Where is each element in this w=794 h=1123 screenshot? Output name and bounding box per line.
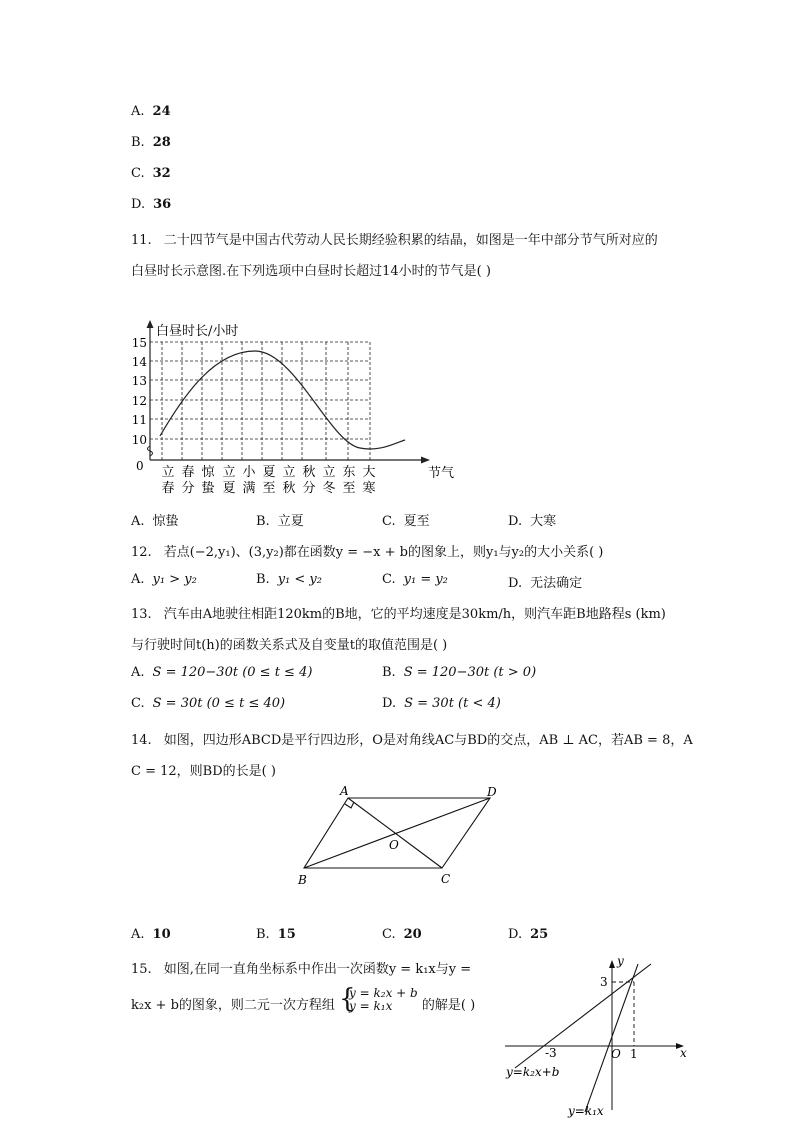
option-label: C. — [382, 927, 396, 942]
tick-label-1: 1 — [630, 1047, 638, 1061]
q10-option-d[interactable] — [131, 197, 171, 212]
origin-label: O — [611, 1047, 621, 1061]
term-bottom: 分 — [302, 481, 316, 496]
q13-option-d[interactable] — [382, 696, 501, 711]
question-text: 若点(−2,y₁)、(3,y₂)都在函数y = −x + b的图象上，则y₁与y₂的大小关系( ) — [163, 545, 604, 560]
option-label: A. — [131, 665, 145, 680]
q12-option-c[interactable] — [382, 572, 448, 587]
tick-label-3: 3 — [600, 975, 608, 989]
term-top: 夏 — [262, 465, 276, 480]
question-number: 11. — [131, 233, 152, 248]
term-bottom: 满 — [242, 481, 256, 496]
option-label: C. — [131, 696, 145, 711]
option-label: A. — [131, 927, 145, 942]
term-top: 秋 — [302, 465, 316, 480]
question-number: 14. — [131, 733, 152, 748]
question-text: 如图,在同一直角坐标系中作出一次函数y = k₁x与y = — [163, 962, 472, 977]
y-tick-label: 12 — [131, 394, 147, 408]
option-text: 28 — [152, 135, 171, 150]
option-text: 20 — [403, 927, 422, 942]
q14-parallelogram-figure — [290, 782, 510, 892]
diagonal-ac — [348, 798, 442, 868]
q11-option-d[interactable] — [508, 510, 556, 529]
option-text: S = 30t (t < 4) — [404, 696, 501, 711]
x-axis-label: x — [680, 1046, 687, 1060]
option-text: 10 — [152, 927, 171, 942]
term-top: 春 — [181, 465, 195, 480]
q13-stem-line2: 与行驶时间t(h)的函数关系式及自变量t的取值范围是( ) — [131, 638, 448, 653]
equation-system — [339, 983, 418, 1014]
term-bottom: 夏 — [222, 481, 236, 496]
option-label: C. — [131, 166, 145, 181]
option-text: 25 — [530, 927, 549, 942]
term-bottom: 至 — [262, 481, 276, 496]
term-top: 立 — [282, 465, 296, 480]
option-label: D. — [382, 696, 397, 711]
term-top: 立 — [222, 465, 236, 480]
option-text: y₁ > y₂ — [152, 572, 197, 587]
option-text: y₁ = y₂ — [403, 572, 448, 587]
q10-option-a[interactable] — [131, 104, 171, 119]
option-text: 24 — [152, 104, 171, 119]
option-text: 大寒 — [530, 514, 557, 529]
term-top: 惊 — [201, 465, 215, 480]
term-top: 东 — [342, 465, 356, 480]
question-number: 15. — [131, 962, 152, 977]
term-top: 大 — [362, 465, 376, 480]
question-text: 二十四节气是中国古代劳动人民长期经验积累的结晶，如图是一年中部分节气所对应的 — [163, 233, 658, 248]
system-brace: { — [339, 983, 356, 1014]
q15-stem-line2 — [131, 983, 476, 1014]
q14-stem-line2: C = 12，则BD的长是( ) — [131, 764, 276, 779]
option-label: A. — [131, 572, 145, 587]
origin-label: 0 — [136, 459, 144, 473]
option-text: y₁ < y₂ — [277, 572, 322, 587]
term-top: 立 — [161, 465, 175, 480]
y-tick-label: 11 — [131, 413, 147, 427]
option-text: 惊蛰 — [152, 514, 179, 529]
q13-option-a[interactable] — [131, 665, 312, 680]
q11-option-c[interactable] — [382, 510, 430, 529]
y-tick-labels — [132, 336, 148, 447]
tick-label-neg3: -3 — [545, 1046, 557, 1060]
y-axis-label: y — [617, 954, 624, 968]
vertex-d-label: D — [487, 785, 497, 799]
q11-stem-line2: 白昼时长示意图.在下列选项中白昼时长超过14小时的节气是( ) — [131, 264, 491, 279]
y-tick-label: 15 — [131, 336, 147, 350]
term-bottom: 寒 — [362, 481, 376, 496]
option-text: 15 — [277, 927, 296, 942]
q12-option-a[interactable] — [131, 572, 197, 587]
q11-option-a[interactable] — [131, 510, 179, 529]
q12-option-b[interactable] — [256, 572, 322, 587]
x-axis-label: 节气 — [428, 466, 455, 481]
q12-stem-line1 — [131, 541, 603, 560]
q10-option-b[interactable] — [131, 135, 171, 150]
option-label: B. — [256, 514, 270, 529]
option-label: D. — [131, 197, 146, 212]
right-angle-mark — [345, 802, 354, 808]
option-label: D. — [508, 576, 523, 591]
vertex-a-label: A — [340, 784, 349, 798]
vertex-c-label: C — [441, 872, 451, 886]
option-text: 夏至 — [403, 514, 430, 529]
term-bottom: 分 — [181, 481, 195, 496]
x-term-labels — [161, 464, 375, 496]
option-text: 32 — [152, 166, 171, 181]
term-top: 小 — [242, 465, 256, 480]
q13-option-c[interactable] — [131, 696, 285, 711]
option-label: D. — [508, 927, 523, 942]
system-equation-1: y = k₂x + b — [349, 985, 418, 1000]
option-label: B. — [256, 927, 270, 942]
vertex-b-label: B — [298, 873, 307, 887]
q10-option-c[interactable] — [131, 166, 171, 181]
question-text: 汽车由A地驶往相距120km的B地，它的平均速度是30km/h，则汽车距B地路程s (km) — [163, 607, 666, 622]
question-text: 如图，四边形ABCD是平行四边形，O是对角线AC与BD的交点，AB ⊥ AC，若AB = 8，A — [163, 733, 693, 748]
option-text: S = 30t (0 ≤ t ≤ 40) — [152, 696, 286, 711]
question-number: 12. — [131, 545, 152, 560]
term-bottom: 冬 — [322, 481, 336, 496]
center-o-label: O — [389, 838, 399, 852]
q11-stem-line1 — [131, 229, 658, 248]
system-equation-2: y = k₁x — [349, 998, 393, 1013]
q11-daylight-chart — [130, 318, 470, 500]
q14-option-d[interactable] — [508, 927, 548, 942]
option-label: C. — [382, 514, 396, 529]
q14-option-a[interactable] — [131, 927, 171, 942]
option-label: B. — [131, 135, 145, 150]
option-label: A. — [131, 104, 145, 119]
diagonal-bd — [304, 798, 490, 868]
q14-option-b[interactable] — [256, 927, 296, 942]
y-tick-label: 14 — [131, 355, 147, 369]
q15-coordinate-figure — [500, 950, 700, 1118]
q12-option-d[interactable] — [508, 572, 582, 591]
option-label: C. — [382, 572, 396, 587]
term-bottom: 蛰 — [201, 481, 215, 496]
y-axis-arrow — [609, 960, 615, 968]
y-tick-label: 10 — [131, 433, 147, 447]
term-bottom: 秋 — [282, 481, 296, 496]
question-text: k₂x + b的图象，则二元一次方程组 — [131, 998, 335, 1013]
y-axis-label: 白昼时长/小时 — [156, 324, 239, 339]
option-label: A. — [131, 514, 145, 529]
line-label-k1x: y=k₁x — [568, 1104, 604, 1118]
y-tick-label: 13 — [131, 374, 147, 388]
option-label: D. — [508, 514, 523, 529]
term-bottom: 春 — [161, 481, 175, 496]
question-number: 13. — [131, 607, 152, 622]
term-top: 立 — [322, 465, 336, 480]
option-text: 无法确定 — [530, 576, 583, 591]
term-bottom: 至 — [342, 481, 356, 496]
q14-option-c[interactable] — [382, 927, 422, 942]
option-text: S = 120−30t (0 ≤ t ≤ 4) — [152, 665, 313, 680]
q15-stem-line1 — [131, 958, 471, 977]
option-label: B. — [256, 572, 270, 587]
question-text: 的解是( ) — [421, 998, 476, 1013]
option-text: S = 120−30t (t > 0) — [403, 665, 537, 680]
q13-option-b[interactable] — [382, 665, 536, 680]
q13-stem-line1 — [131, 603, 666, 622]
q14-stem-line1 — [131, 729, 693, 748]
option-text: 立夏 — [277, 514, 304, 529]
line-label-k2x-plus-b: y=k₂x+b — [506, 1065, 560, 1079]
option-text: 36 — [153, 197, 172, 212]
option-label: B. — [382, 665, 396, 680]
q11-option-b[interactable] — [256, 510, 304, 529]
